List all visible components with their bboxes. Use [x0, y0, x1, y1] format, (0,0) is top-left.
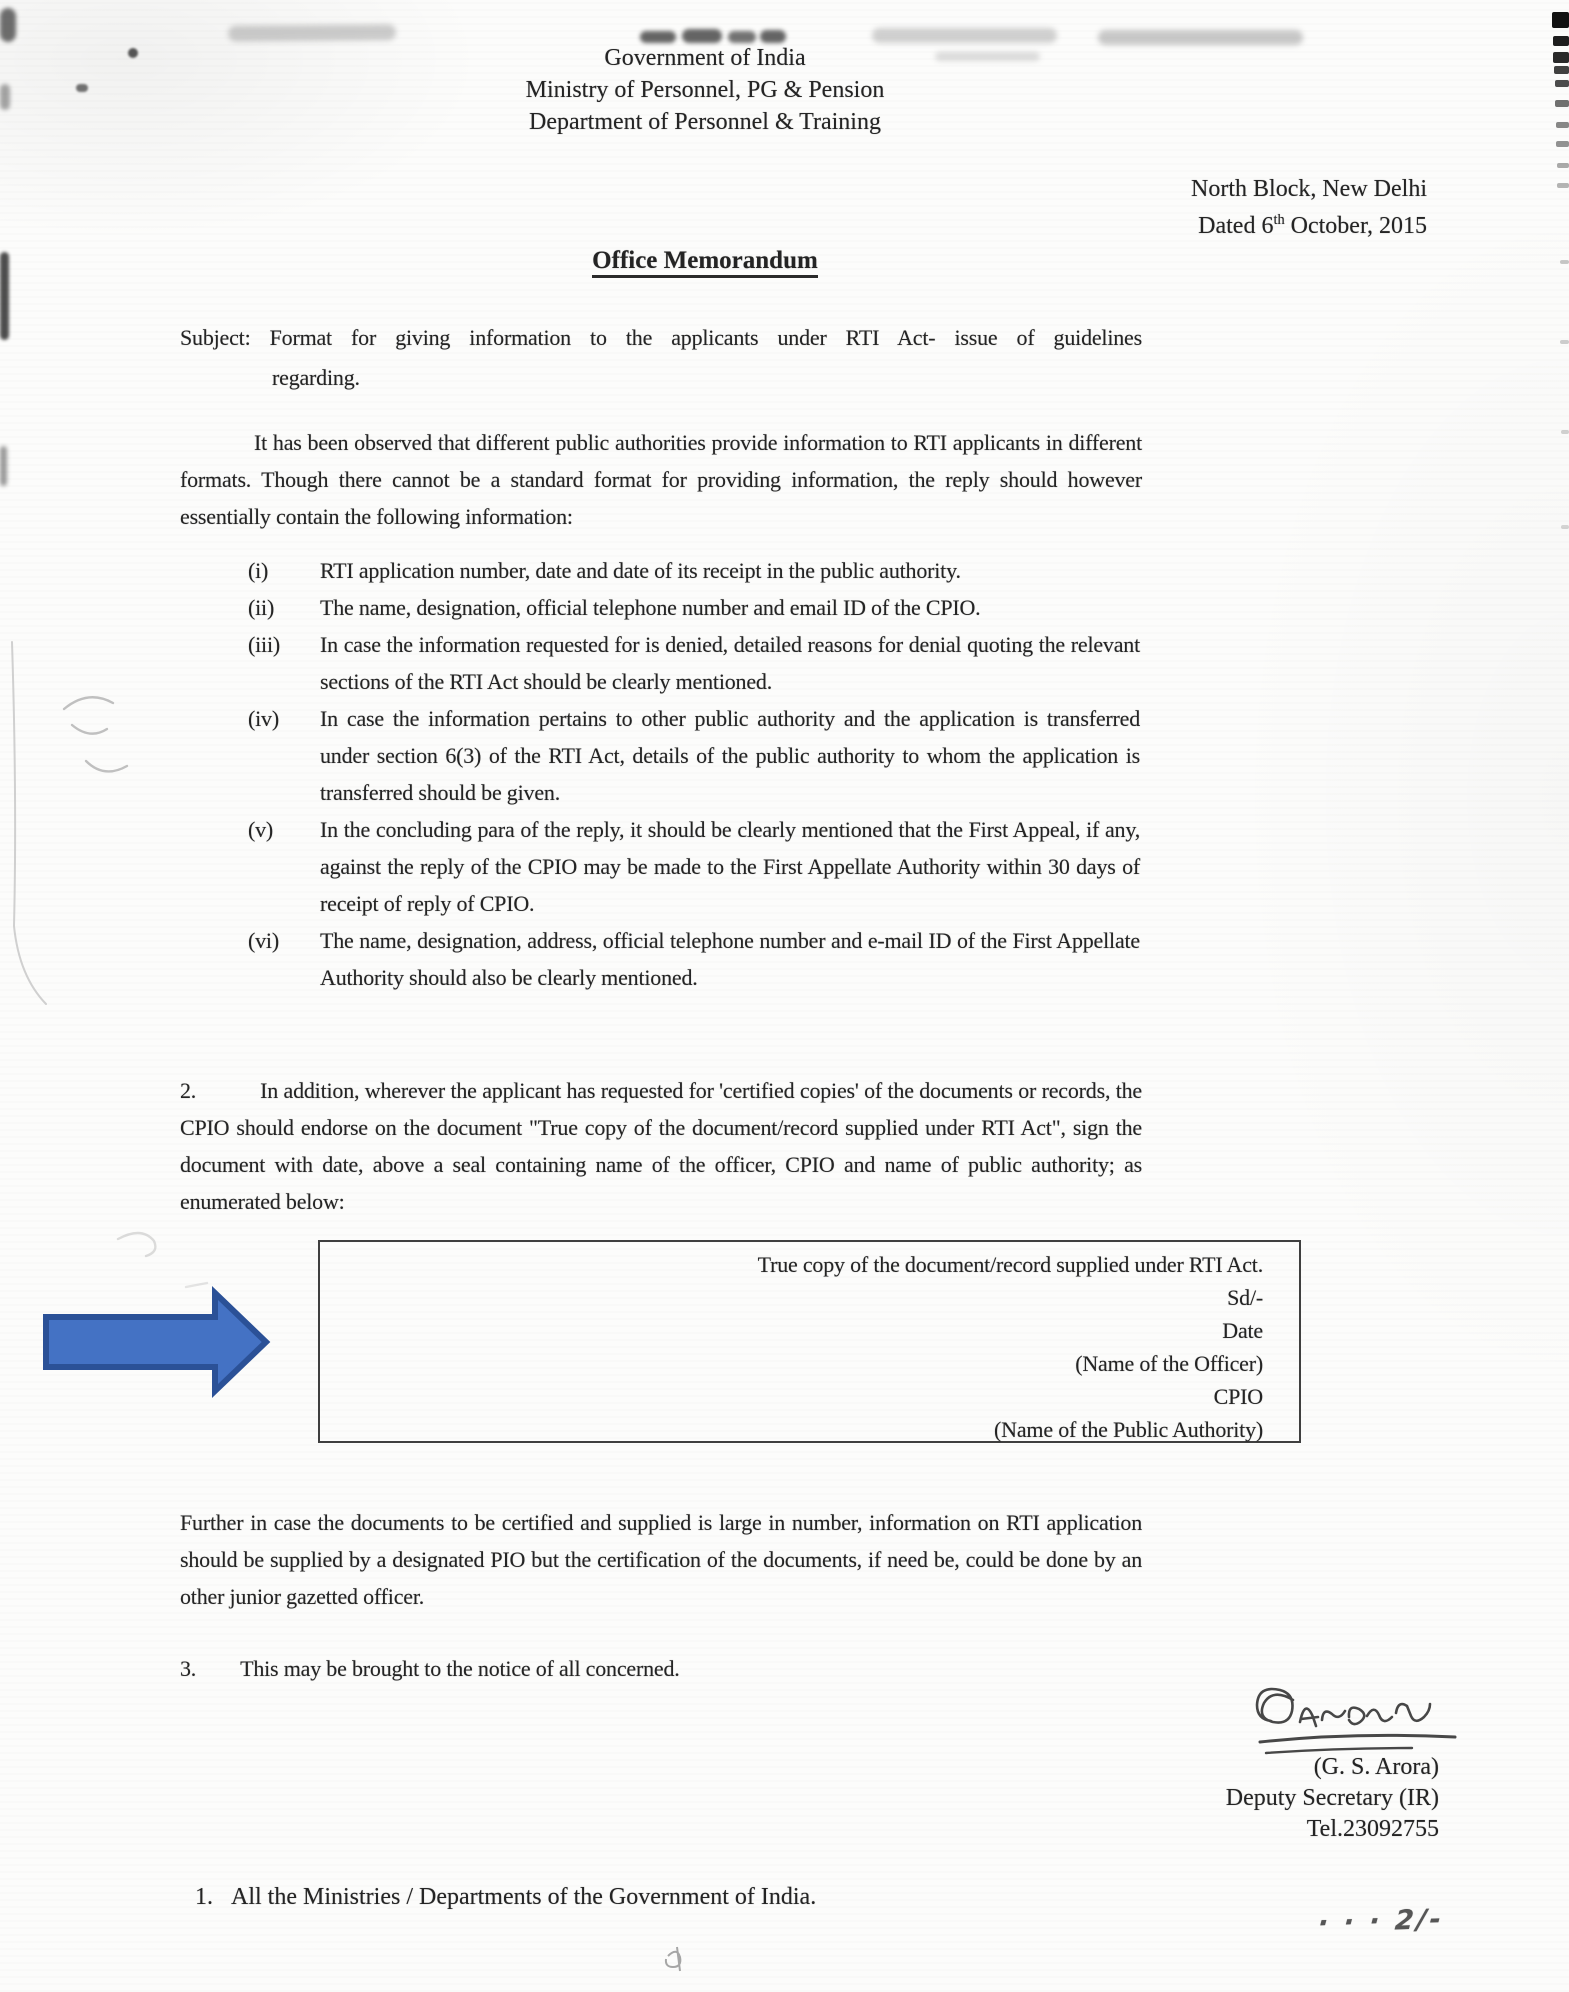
paragraph-number: 2.	[180, 1078, 197, 1103]
place-date-block	[1191, 174, 1427, 242]
seal-line: CPIO	[1213, 1384, 1263, 1409]
paragraph-3: 3. This may be brought to the notice of all concerned.	[180, 1656, 680, 1681]
list-item: (v) In the concluding para of the reply, it should be clearly mentioned that the First Appeal, if any, against the reply of the CPIO may be made to the First Appellate Authority within 30 days of receipt of reply of CPIO.	[248, 817, 1140, 916]
edge-dash	[1555, 100, 1569, 107]
pencil-marks	[12, 642, 207, 1287]
annotation-arrow	[46, 1293, 266, 1391]
seal-line: Sd/-	[1227, 1285, 1263, 1310]
edge-dash	[1556, 141, 1569, 147]
edge-dash	[1561, 525, 1569, 529]
paragraph-2: 2. In addition, wherever the applicant has requested for 'certified copies' of the documents or records, the CPIO should endorse on the document "True copy of the document/record supplied under RTI Act", sign the document with date, above a seal containing name of the officer, CPIO and name of public authority; as enumerated below:	[180, 1078, 1142, 1214]
date-line: Dated 6th October, 2015	[1198, 212, 1427, 239]
edge-mark	[0, 84, 10, 110]
scan-smudge	[1098, 30, 1303, 45]
letterhead-ministry-line: Ministry of Personnel, PG & Pension	[525, 77, 885, 103]
list-item: (ii) The name, designation, official telephone number and email ID of the CPIO.	[248, 595, 981, 620]
edge-dash	[1560, 340, 1569, 344]
edge-dash	[1556, 122, 1569, 128]
edge-dash	[1557, 183, 1569, 188]
page-title: Office Memorandum	[592, 247, 818, 278]
subject-line1: Subject: Format for giving information to the applicants under RTI Act- issue of guidelines	[180, 325, 1142, 350]
requirements-list	[248, 552, 1140, 996]
scan-smudge	[228, 24, 396, 41]
list-item: (i) RTI application number, date and date of its receipt in the public authority.	[248, 558, 961, 583]
edge-dash	[1560, 260, 1569, 264]
distribution-line: 1. All the Ministries / Departments of the Government of India.	[195, 1884, 817, 1910]
edge-dash	[1555, 80, 1569, 87]
edge-mark	[0, 252, 9, 340]
edge-dash	[1554, 66, 1569, 74]
edge-mark	[128, 48, 138, 58]
scan-smudge	[872, 28, 1057, 43]
place-line: North Block, New Delhi	[1191, 176, 1427, 202]
subject-line2: regarding.	[272, 365, 360, 390]
seal-line: True copy of the document/record supplied under RTI Act.	[757, 1252, 1263, 1277]
letterhead	[345, 42, 1065, 138]
seal-format-box	[318, 1240, 1301, 1443]
list-item: (vi) The name, designation, address, official telephone number and e-mail ID of the First Appellate Authority should also be clearly mentioned.	[248, 928, 1140, 990]
seal-line: (Name of the Officer)	[1075, 1351, 1263, 1376]
list-item: (iii) In case the information requested for is denied, detailed reasons for denial quoting the relevant sections of the RTI Act should be clearly mentioned.	[248, 632, 1140, 694]
signatory-block	[1226, 1752, 1439, 1845]
edge-dash	[1552, 12, 1569, 28]
edge-mark	[76, 84, 88, 92]
distribution-number: 1.	[195, 1884, 213, 1910]
seal-line: (Name of the Public Authority)	[994, 1417, 1263, 1442]
edge-dash	[1557, 163, 1569, 168]
signature-scribble	[1257, 1689, 1455, 1753]
page-continuation-mark: · · · 2/-	[1316, 1903, 1445, 1940]
edge-mark	[0, 8, 16, 42]
edge-mark	[0, 446, 7, 486]
paragraph-number: 3.	[180, 1656, 197, 1681]
blurred-reference-number	[682, 29, 722, 43]
letterhead-gov-line: Government of India	[604, 45, 806, 71]
paragraph-1: It has been observed that different public authorities provide information to RTI applicants in different formats. Though there cannot be a standard format for providing information, the reply should however essentially contain the following information:	[180, 430, 1142, 529]
signatory-phone: Tel.23092755	[1306, 1816, 1439, 1842]
subject-block	[180, 318, 1142, 398]
edge-dash	[1553, 36, 1569, 46]
paragraph-further: Further in case the documents to be certified and supplied is large in number, information on RTI application should be supplied by a designated PIO but the certification of the documents, if need be, could be done by an other junior gazetted officer.	[180, 1510, 1142, 1609]
signatory-designation: Deputy Secretary (IR)	[1225, 1785, 1439, 1811]
edge-dash	[1561, 430, 1569, 434]
signatory-name: (G. S. Arora)	[1313, 1754, 1439, 1780]
seal-line: Date	[1222, 1318, 1263, 1343]
letterhead-department-line: Department of Personnel & Training	[529, 109, 881, 135]
stray-ink-mark	[666, 1947, 680, 1971]
title-wrap	[345, 247, 1065, 275]
edge-dash	[1553, 52, 1569, 63]
list-item: (iv) In case the information pertains to other public authority and the application is transferred under section 6(3) of the RTI Act, details of the public authority to whom the application is transferred should be given.	[248, 706, 1140, 805]
